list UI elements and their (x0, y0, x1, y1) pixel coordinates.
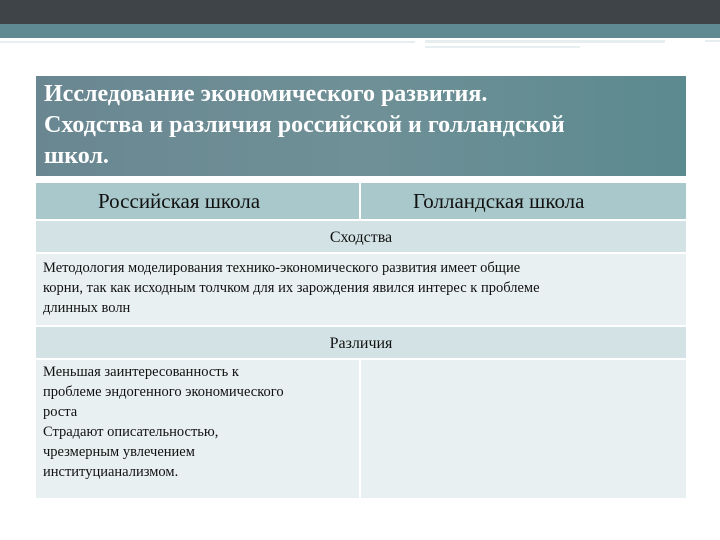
title-line: школ. (44, 143, 109, 169)
text-line: институцианализмом. (43, 464, 179, 480)
text-line: роста (43, 404, 78, 420)
text-line: чрезмерным увлечением (43, 444, 195, 460)
header-dutch-school: Голландская школа (361, 183, 686, 219)
similarities-text (36, 254, 686, 325)
slide-title (36, 76, 686, 176)
text-line: длинных волн (43, 300, 131, 316)
differences-dutch-cell (361, 360, 686, 498)
differences-heading: Различия (36, 327, 686, 358)
decor-line (705, 40, 720, 42)
similarities-heading: Сходства (36, 221, 686, 252)
decor-line (0, 41, 415, 43)
text-line: Меньшая заинтересованность к (43, 364, 239, 380)
title-line: Сходства и различия российской и голландской (44, 112, 565, 138)
header-russian-school: Российская школа (36, 183, 359, 219)
text-line: Страдают описательностью, (43, 424, 219, 440)
title-line: Исследование экономического развития. (44, 81, 488, 107)
top-accent-band (0, 24, 720, 38)
text-line: корни, так как исходным толчком для их зарождения явился интерес к проблеме (43, 280, 540, 296)
decor-line (425, 46, 580, 48)
decor-line (425, 40, 665, 43)
top-decor-bar (0, 0, 720, 24)
text-line: Методология моделирования технико-экономического развития имеет общие (43, 260, 521, 276)
text-line: проблеме эндогенного экономического (43, 384, 284, 400)
differences-russian-cell (36, 360, 359, 498)
